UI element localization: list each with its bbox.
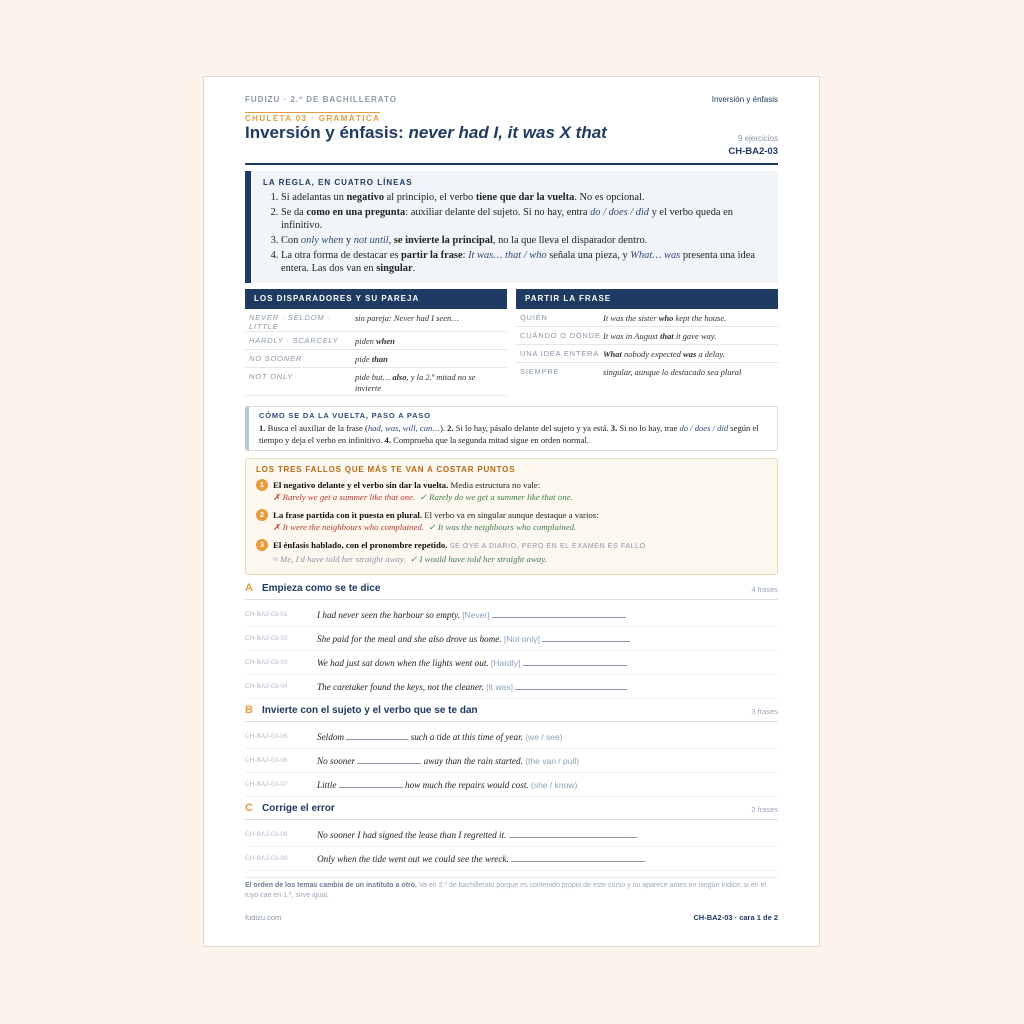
topic-tag: Inversión y énfasis [711,95,778,104]
errors-heading: LOS TRES FALLOS QUE MÁS TE VAN A COSTAR PUNTOS [256,465,516,474]
exercise-row: CH-BA2-03-06 No sooner away than the rain started. (the van / pull) [245,748,778,773]
rule-box [245,171,778,283]
table-row: HARDLY · SCARCELY piden when [245,332,507,350]
table-row: CUÁNDO O DÓNDE It was in August that it gave way. [516,327,778,345]
answer-blank[interactable] [515,680,627,690]
footnote: El orden de los temas cambia de un instituto a otro. Va en 2.º de bachillerato porque es contenido propio de este curso y no aparece antes en ningún índice; si en el tuyo cae en 1.º, sirve igual. [245,877,778,901]
howto-heading: CÓMO SE DA LA VUELTA, PASO A PASO [259,411,431,420]
table-row: NOT ONLY pide but… also, y la 2.ª mitad no se invierte [245,368,507,396]
brand-label: FUDIZU · 2.º DE BACHILLERATO [245,95,397,104]
sheet-code: CH-BA2-03 [728,146,778,157]
error-item: 1 El negativo delante y el verbo sin dar la vuelta. Media estructura no vale: ✗ Rarely we get a summer like that one. ✓ Rarely do we get a summer like that one. [256,479,767,504]
section-count: 4 frases [751,585,778,594]
table-row: SIEMPRE singular, aunque lo destacado sea plural [520,367,742,377]
triggers-table [245,289,507,396]
table-row: NO SOONER pide than [245,350,507,368]
answer-blank[interactable] [523,656,627,666]
table-row: NEVER · SELDOM · LITTLE sin pareja: Never had I seen… [245,309,507,332]
howto-box [245,406,778,451]
rule-item: 2. Se da como en una pregunta: auxiliar delante del sujeto. Si no hay, entra do / does / did y el verbo queda en infinitivo. [281,206,768,233]
answer-blank[interactable] [542,632,630,642]
site-link[interactable]: fudizu.com [245,913,282,922]
kicker: CHULETA 03 · GRAMÁTICA [245,114,381,123]
section-count: 3 frases [751,707,778,716]
common-errors-box [245,458,778,575]
rule-item: 3. Con only when y not until, se invierte la principal, no la que lleva el disparador dentro. [281,234,768,247]
howto-text: 1. Busca el auxiliar de la frase (had, was, will, can…). 2. Si lo hay, pásalo delante del sujeto y ya está. 3. Si no lo hay, trae do / does / did según el tiempo y deja el verbo en infinitivo. 4. Comprueba que la segunda mitad sigue en orden normal. [259,423,759,445]
answer-blank[interactable] [357,754,421,764]
table-row: QUIÉN It was the sister who kept the house. [516,309,778,327]
answer-blank[interactable] [339,778,403,788]
number-badge: 3 [256,539,268,551]
section-title: Corrige el error [262,803,335,814]
number-badge: 1 [256,479,268,491]
answer-blank[interactable] [511,852,645,862]
rule-item: 1. Si adelantas un negativo al principio, el verbo tiene que dar la vuelta. No es opcional. [281,191,768,204]
answer-blank[interactable] [346,730,408,740]
rule-box-heading: LA REGLA, EN CUATRO LÍNEAS [263,178,413,187]
number-badge: 2 [256,509,268,521]
cleft-table-heading: PARTIR LA FRASE [516,289,778,309]
section-count: 2 frases [751,805,778,814]
header-divider [245,163,778,165]
exercise-row: CH-BA2-03-01 I had never seen the harbour so empty. [Never] [245,602,778,627]
error-item: 3 El énfasis hablado, con el pronombre repetido. SE OYE A DIARIO, PERO EN EL EXAMEN ES FALLO ≈ Me, I'd have told her straight away. ✓ I would have told her straight away. [256,539,767,566]
answer-blank[interactable] [492,608,626,618]
exercise-row: CH-BA2-03-08 No sooner I had signed the lease than I regretted it. [245,822,778,847]
rule-item: 4. La otra forma de destacar es partir la frase: It was… that / who señala una pieza, y What… was presenta una idea entera. Las dos van en singular. [281,249,768,276]
section-c-header: C Corrige el error 2 frases [245,797,778,820]
section-b-header: B Invierte con el sujeto y el verbo que se te dan 3 frases [245,699,778,722]
section-title: Invierte con el sujeto y el verbo que se te dan [262,705,478,716]
exercise-count: 9 ejercicios [737,134,778,143]
error-item: 2 La frase partida con it puesta en plural. El verbo va en singular aunque destaque a varios: ✗ It were the neighbours who complained. ✓ It was the neighbours who complained. [256,509,767,534]
section-title: Empieza como se te dice [262,583,381,594]
table-row: UNA IDEA ENTERA What nobody expected was a delay. [516,345,778,363]
cleft-table [516,289,778,381]
section-a-header: A Empieza como se te dice 4 frases [245,577,778,600]
answer-blank[interactable] [509,828,637,838]
exercise-row: CH-BA2-03-05 Seldom such a tide at this time of year. (we / see) [245,724,778,749]
triggers-table-heading: LOS DISPARADORES Y SU PAREJA [245,289,507,309]
page-indicator: CH-BA2-03 · cara 1 de 2 [693,913,778,922]
page-title: Inversión y énfasis: never had I, it was X that [245,123,607,142]
worksheet-page [203,76,820,947]
reference-tables [245,289,778,393]
exercise-row: CH-BA2-03-02 She paid for the meal and she also drove us home. [Not only] [245,626,778,651]
exercise-row: CH-BA2-03-09 Only when the tide went out we could see the wreck. [245,846,778,871]
exercise-row: CH-BA2-03-03 We had just sat down when the lights went out. [Hardly] [245,650,778,675]
exercise-row: CH-BA2-03-07 Little how much the repairs would cost. (she / know) [245,772,778,797]
rule-list [263,191,768,276]
exercise-row: CH-BA2-03-04 The caretaker found the keys, not the cleaner. [It was] [245,674,778,699]
